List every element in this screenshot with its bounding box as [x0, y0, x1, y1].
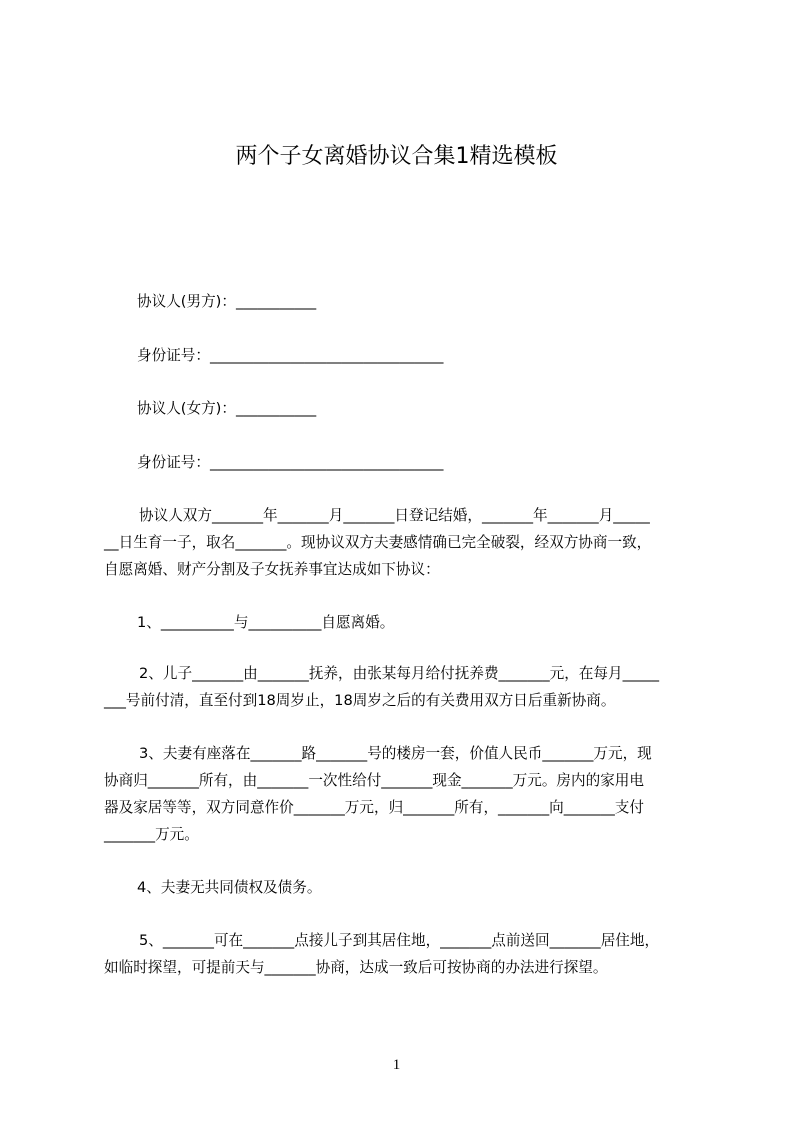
- clause-1-line: 1、__________与__________自愿离婚。: [137, 614, 395, 631]
- male-party-line: 协议人(男方)：___________: [137, 293, 317, 310]
- clause-2-line-2: ___号前付清，直至付到18周岁止，18周岁之后的有关费用双方日后重新协商。: [104, 692, 616, 709]
- clause-5-line-1: 5、_______可在_______点接儿子到其居住地，_______点前送回_______居住地，: [139, 932, 660, 949]
- female-id-line: 身份证号：________________________________: [137, 454, 444, 471]
- marriage-paragraph-line-2: __日生育一子，取名_______。现协议双方夫妻感情确已完全破裂，经双方协商一致，: [104, 534, 652, 551]
- clause-3-line-1: 3、夫妻有座落在_______路_______号的楼房一套，价值人民币_______万元，现: [139, 745, 652, 762]
- clause-2-line-1: 2、儿子_______由_______抚养，由张某每月给付抚养费_______元，在每月_____: [139, 665, 660, 682]
- marriage-paragraph-line-1: 协议人双方_______年_______月_______日登记结婚，_______年_______月_____: [139, 507, 650, 524]
- clause-4-line: 4、夫妻无共同债权及债务。: [137, 879, 322, 896]
- clause-5-line-2: 如临时探望，可提前天与_______协商，达成一致后可按协商的办法进行探望。: [104, 959, 608, 976]
- marriage-paragraph-line-3: 自愿离婚、财产分割及子女抚养事宜达成如下协议：: [104, 561, 440, 578]
- female-party-line: 协议人(女方)：___________: [137, 400, 317, 417]
- document-title: 两个子女离婚协议合集1精选模板: [235, 144, 558, 169]
- clause-3-line-3: 器及家居等等，双方同意作价_______万元，归_______所有，_______向_______支付: [104, 799, 644, 816]
- clause-3-line-2: 协商归_______所有，由_______一次性给付_______现金_______万元。房内的家用电: [104, 772, 644, 789]
- page-number: 1: [392, 1057, 401, 1073]
- clause-3-line-4: _______万元。: [104, 826, 199, 843]
- male-id-line: 身份证号：________________________________: [137, 347, 444, 364]
